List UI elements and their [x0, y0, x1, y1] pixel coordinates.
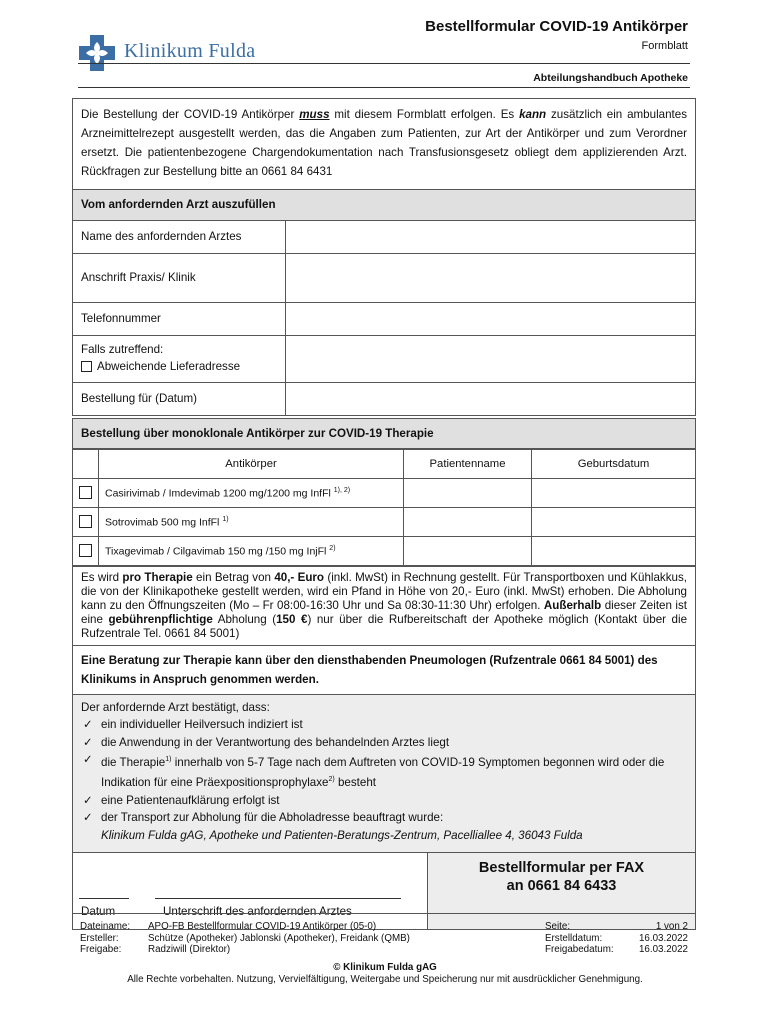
department-label: Abteilungshandbuch Apotheke — [533, 72, 688, 84]
antibody-table-header — [73, 450, 695, 479]
antibody-section-header: Bestellung über monoklonale Antikörper zur COVID-19 Therapie — [73, 419, 695, 449]
emphasis-kann: kann — [519, 108, 547, 121]
patient-name-field[interactable] — [404, 537, 532, 566]
birthdate-field[interactable] — [532, 508, 696, 537]
copyright: © Klinikum Fulda gAG — [333, 962, 437, 973]
check-icon: ✓ — [83, 735, 93, 749]
phone-row — [73, 303, 695, 336]
birthdate-field[interactable] — [532, 537, 696, 566]
header-divider — [78, 63, 690, 64]
confirm-intro: Der anfordernde Arzt bestätigt, dass: — [81, 701, 270, 714]
patient-name-field[interactable] — [404, 479, 532, 508]
order-form — [72, 98, 696, 416]
form-title: Bestellformular COVID-19 Antikörper — [425, 18, 688, 35]
cross-logo-icon — [78, 34, 116, 72]
confirmation-block — [73, 694, 695, 852]
form-subtitle: Formblatt — [641, 40, 688, 52]
antibody-name: Tixagevimab / Cilgavimab 150 mg /150 mg InjFl $^{2)}$ — [99, 537, 404, 566]
doctor-name-field[interactable] — [286, 221, 695, 253]
fax-box — [427, 853, 695, 929]
antibody-checkbox-cell[interactable] — [73, 537, 99, 566]
consult-note: Eine Beratung zur Therapie kann über den diensthabenden Pneumologen (Rufzentrale 0661 84 5001) des Klinikums in Anspruch genommen werden. — [73, 645, 695, 694]
date-line — [79, 898, 129, 899]
antibody-checkbox-cell[interactable] — [73, 508, 99, 537]
antibody-name: Sotrovimab 500 mg InfFl $^{1)}$ — [99, 508, 404, 537]
delivery-row — [73, 336, 695, 383]
cost-paragraph: Es wird pro Therapie ein Betrag von 40,- Euro (inkl. MwSt) in Rechnung gestellt. Für Transportboxen und Kühlakkus, die von der Klinikapotheke gestellt werden, wird ein Pfand in Höhe von 20,- Euro (inkl. MwSt) erhoben. Die Abholung kann zu den Öffnungszeiten (Mo – Fr 08:00-16:30 Uhr und Sa 08:30-11:30 Uhr) erfolgen. Außerhalb dieser Zeiten ist eine gebührenpflichtige Abholung (150 €) nur über die Rufbereitschaft der Apotheke möglich (Kontakt über die Rufzentrale Tel. 0661 84 5001) — [73, 566, 695, 645]
birthdate-field[interactable] — [532, 479, 696, 508]
footer-right-values: 1 von 2 16.03.2022 16.03.2022 — [638, 921, 688, 955]
footer-values: APO-FB Bestellformular COVID-19 Antikörper (05-0) Schütze (Apotheker) Jablonski (Apotheker), Freidank (QMB) Radziwill (Direktor) — [148, 921, 410, 955]
emphasis-muss: muss — [299, 108, 330, 121]
phone-label: Telefonnummer — [73, 303, 286, 335]
confirm-item: ✓ die Anwendung in der Verantwortung des behandelnden Arztes liegt — [81, 734, 687, 751]
signature-area[interactable] — [73, 853, 427, 929]
rights-notice: Alle Rechte vorbehalten. Nutzung, Vervielfältigung, Weitergabe und Speicherung nur mit ausdrücklicher Genehmigung. — [127, 974, 643, 985]
antibody-table — [73, 449, 695, 566]
doctor-name-label: Name des anfordernden Arztes — [73, 221, 286, 253]
doctor-section-header: Vom anfordernden Arzt auszufüllen — [73, 189, 695, 221]
check-icon: ✓ — [83, 811, 93, 825]
footer-labels: Dateiname: Ersteller: Freigabe: — [80, 921, 131, 955]
doctor-address-label: Anschrift Praxis/ Klinik — [73, 254, 286, 302]
doctor-address-row — [73, 254, 695, 303]
antibody-row — [73, 508, 695, 537]
casirivimab-checkbox[interactable] — [79, 486, 92, 499]
check-icon: ✓ — [83, 753, 93, 767]
doctor-name-row — [73, 221, 695, 254]
alt-delivery-label: Abweichende Lieferadresse — [97, 360, 241, 373]
date-label: Datum — [81, 904, 116, 918]
signature-line — [155, 898, 401, 899]
fax-title: Bestellformular per FAX — [478, 859, 645, 876]
signature-label: Unterschrift des anfordernden Arztes — [163, 904, 352, 918]
delivery-label — [73, 336, 286, 382]
patient-name-field[interactable] — [404, 508, 532, 537]
signature-block — [73, 852, 695, 929]
antibody-row — [73, 479, 695, 508]
confirm-item: ✓ der Transport zur Abholung für die Abholadresse beauftragt wurde: — [81, 809, 687, 826]
pickup-address: Klinikum Fulda gAG, Apotheke und Patienten-Beratungs-Zentrum, Pacelliallee 4, 36043 Fulda — [101, 828, 583, 842]
confirm-item: ✓ die Therapie$^{1)}$ innerhalb von 5-7 Tage nach dem Auftreten von COVID-19 Symptomen begonnen wird oder die Indikation für eine Präexpositionsprophylaxe$^{2)}$ besteht — [83, 753, 665, 790]
antibody-checkbox-cell[interactable] — [73, 479, 99, 508]
alt-delivery-option[interactable] — [81, 358, 277, 375]
fax-number: an 0661 84 6433 — [506, 877, 617, 894]
logo-text: Klinikum Fulda — [124, 40, 256, 62]
confirm-item: ✓ eine Patientenaufklärung erfolgt ist — [81, 792, 687, 809]
tixagevimab-checkbox[interactable] — [79, 544, 92, 557]
sotrovimab-checkbox[interactable] — [79, 515, 92, 528]
col-antibody: Antikörper — [99, 450, 404, 479]
col-patient: Patientenname — [404, 450, 532, 479]
antibody-name: Casirivimab / Imdevimab 1200 mg/1200 mg InfFl $^{1), 2)}$ — [99, 479, 404, 508]
header-divider — [78, 87, 690, 88]
antibody-row — [73, 537, 695, 566]
order-date-row — [73, 383, 695, 415]
footer-divider — [72, 913, 696, 914]
antibody-frame — [72, 418, 696, 930]
doctor-address-field[interactable] — [286, 254, 695, 302]
check-icon: ✓ — [83, 718, 93, 732]
check-icon: ✓ — [83, 793, 93, 807]
col-birthdate: Geburtsdatum — [532, 450, 696, 479]
order-date-label: Bestellung für (Datum) — [73, 383, 286, 415]
alt-delivery-checkbox[interactable] — [81, 361, 92, 372]
order-date-field[interactable] — [286, 383, 695, 415]
phone-field[interactable] — [286, 303, 695, 335]
klinikum-logo — [78, 34, 278, 74]
intro-text: Die Bestellung der COVID-19 Antikörper muss mit diesem Formblatt erfolgen. Es kann zusätzlich ein ambulantes Arzneimittelrezept ausgestellt werden, das die Angaben zum Patienten, zur Art der Antikörper und zum Verordner ersetzt. Die patientenbezogene Chargendokumentation nach Transfusionsgesetz obliegt dem applizierenden Arzt. Rückfragen zur Bestellung bitte an 0661 84 6431 — [81, 108, 688, 178]
footer-right-labels: Seite: Erstelldatum: Freigabedatum: — [545, 921, 614, 955]
delivery-hint: Falls zutreffend: — [81, 343, 164, 356]
confirm-item: ✓ ein individueller Heilversuch indiziert ist — [81, 716, 687, 733]
delivery-field[interactable] — [286, 336, 695, 382]
header-blank — [73, 450, 99, 479]
